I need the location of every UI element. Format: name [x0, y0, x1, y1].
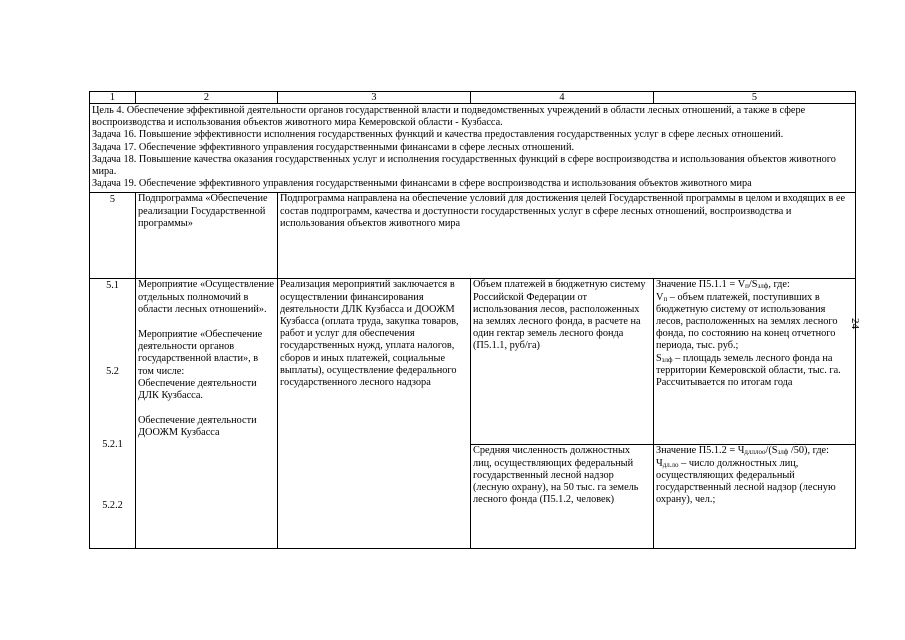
page-number: 24 — [849, 318, 861, 329]
measure-number-5-2: 5.2 — [106, 365, 119, 377]
program-table — [89, 91, 856, 549]
calc-1-formula: Значение $П5.1.1 = V_п/S_{злф}$, где: — [656, 279, 790, 291]
measure-name-5-1: Мероприятие «Осуществление отдельных полномочий в области лесных отношений». — [138, 279, 274, 315]
header-col-4: 4 — [471, 92, 654, 104]
measure-number-5-2-2: 5.2.2 — [102, 500, 123, 512]
subprogram-name: Подпрограмма «Обеспечение реализации Государственной программы» — [136, 193, 278, 279]
calc-1-v-definition: $V_п$ – объем платежей, поступивших в бюджетную систему от использования лесов, расположенных на землях лесного фонда, по состоянию на конец отчетного периода, тыс. руб.; — [656, 291, 838, 352]
calc-2-c-definition: $Ч_{дл.ло}$ – число должностных лиц, осуществляющих федеральный государственный лесной надзор (лесную охрану), чел.; — [656, 457, 836, 506]
subprogram-number: 5 — [90, 193, 136, 279]
task-18-text: Задача 18. Повышение качества оказания государственных услуг и исполнения государственных функций в сфере воспроизводства и использования объектов животного мира. — [92, 153, 836, 178]
subprogram-description: Подпрограмма направлена на обеспечение условий для достижения целей Государственной программы в целом и входящих в ее состав подпрограмм, качества и доступности государственных услуг в сфере лесных отношений, воспроизводства и использования объектов животного мира — [278, 193, 856, 279]
goal-4-text: Цель 4. Обеспечение эффективной деятельности органов государственной власти и подведомственных учреждений в области лесных отношений, а также в сфере воспроизводства и использования объектов животного мира Кемеровской области - Кузбасса. — [92, 105, 806, 129]
measure-number-5-1: 5.1 — [106, 280, 119, 292]
indicator-1-text: Объем платежей в бюджетную систему Российской Федерации от использования лесов, расположенных на землях лесного фонда, в расчете на один гектар земель лесного фонда — [473, 279, 646, 340]
indicator-2-text: Средняя численность должностных лиц, осуществляющих федеральный государственный лесной надзор (лесную охрану), на 50 тыс. га земель лесного фонда (П5.1.2, человек) — [471, 445, 654, 549]
goal-row — [90, 104, 856, 193]
task-17-text: Задача 17. Обеспечение эффективного управления государственными финансами в сфере лесных отношений. — [92, 141, 575, 153]
task-19-text: Задача 19. Обеспечение эффективного управления государственными финансами в сфере воспроизводства и использования объектов животного мира — [92, 178, 752, 190]
measure-number-cell — [90, 279, 136, 549]
measure-name-cell — [136, 279, 278, 549]
calc-1-s-definition: $S_{злф}$ – площадь земель лесного фонда на территории Кемеровской области, тыс. га. — [656, 352, 841, 376]
header-row — [90, 92, 856, 104]
calc-1-note: Рассчитывается по итогам года — [656, 377, 793, 389]
measure-name-5-2: Мероприятие «Обеспечение деятельности органов государственной власти», в том числе: — [138, 329, 263, 377]
header-col-1: 1 — [90, 92, 136, 104]
measure-description: Реализация мероприятий заключается в осуществлении финансирования деятельности ДЛК Кузбасса и ДООЖМ Кузбасса (оплата труда, закупка товаров, работ и услуг для обеспечения государственных нужд, уплата налогов, сборов и иных платежей, социальные выплаты), осуществление федерального государственного лесного надзора — [278, 279, 471, 549]
measure-name-5-2-1: Обеспечение деятельности ДЛК Кузбасса. — [138, 377, 257, 402]
calc-1-cell — [654, 279, 856, 445]
calc-2-cell — [654, 445, 856, 549]
measure-number-5-2-1: 5.2.1 — [102, 438, 123, 450]
header-col-2: 2 — [136, 92, 278, 104]
header-col-3: 3 — [278, 92, 471, 104]
indicator-1-code: (П5.1.1, руб/га) — [473, 340, 540, 352]
subprogram-row — [90, 193, 856, 279]
measure-row-5-1 — [90, 279, 856, 445]
goal-cell — [90, 104, 856, 193]
measure-name-5-2-2: Обеспечение деятельности ДООЖМ Кузбасса — [138, 415, 257, 439]
calc-2-formula: Значение $П5.1.2 = Ч_{длллоо}/(S_{злф}$ /50), где: — [656, 445, 829, 457]
header-col-5: 5 — [654, 92, 856, 104]
task-16-text: Задача 16. Повышение эффективности исполнения государственных функций и качества предоставления государственных услуг в сфере лесных отношений. — [92, 129, 784, 141]
indicator-1-cell — [471, 279, 654, 445]
